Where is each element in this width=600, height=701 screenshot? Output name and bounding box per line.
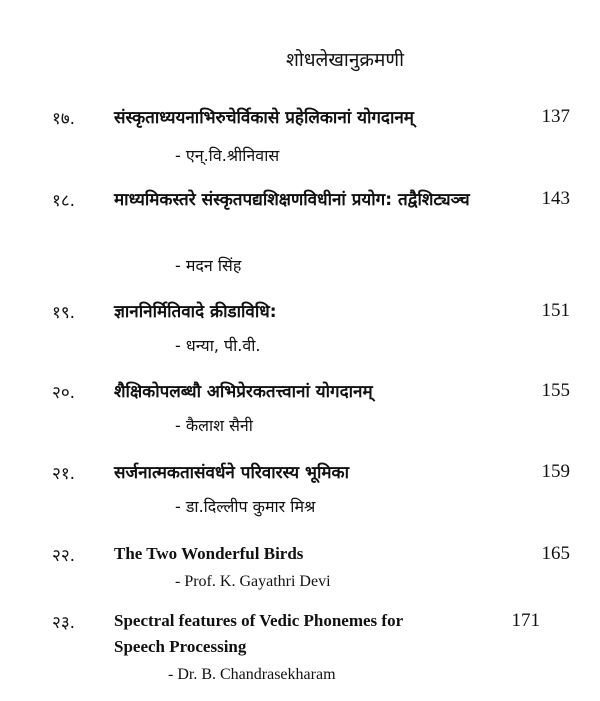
entry-page-number: 137: [541, 106, 570, 127]
entry-title: Spectral features of Vedic Phonemes for Speech Processing: [114, 611, 403, 656]
entry-number: १८.: [52, 191, 76, 211]
entry-author: - मदन सिंह: [175, 256, 242, 275]
entry-title: संस्कृताध्ययनाभिरुचेर्विकासे प्रहेलिकानां योगदानम्: [114, 108, 414, 128]
entry-title: The Two Wonderful Birds: [114, 544, 304, 563]
entry-author: - धन्या, पी.वी.: [175, 336, 261, 355]
entry-page-number: 151: [541, 300, 570, 321]
entry-number: १७.: [52, 109, 76, 129]
entry-number: २१.: [52, 464, 76, 484]
entry-number: १९.: [52, 303, 76, 323]
entry-page-number: 165: [541, 543, 570, 564]
entry-title: शैक्षिकोपलब्धौ अभिप्रेरकतत्त्वानां योगदानम्: [114, 382, 373, 402]
entry-author: - एन्.वि.श्रीनिवास: [175, 146, 280, 165]
entry-page-number: 171: [511, 610, 540, 631]
entry-title: ज्ञाननिर्मितिवादे क्रीडाविधि:: [114, 302, 277, 322]
entry-author: - Dr. B. Chandrasekharam: [168, 666, 336, 683]
entry-title: सर्जनात्मकतासंवर्धने परिवारस्य भूमिका: [114, 463, 349, 483]
entry-page-number: 143: [541, 188, 570, 209]
entry-page-number: 155: [541, 380, 570, 401]
entry-page-number: 159: [541, 461, 570, 482]
entry-number: २२.: [52, 546, 76, 566]
entry-author: - Prof. K. Gayathri Devi: [175, 573, 331, 590]
entry-number: २०.: [52, 383, 76, 403]
entry-number: २३.: [52, 613, 76, 633]
entry-title: माध्यमिकस्तरे संस्कृतपद्यशिक्षणविधीनां प्रयोग: तद्वैशिट्यञ्च: [114, 190, 470, 210]
entry-author: - कैलाश सैनी: [175, 416, 253, 435]
toc-header: शोधलेखानुक्रमणी: [285, 49, 405, 71]
entry-author: - डा.दिल्लीप कुमार मिश्र: [175, 497, 316, 516]
